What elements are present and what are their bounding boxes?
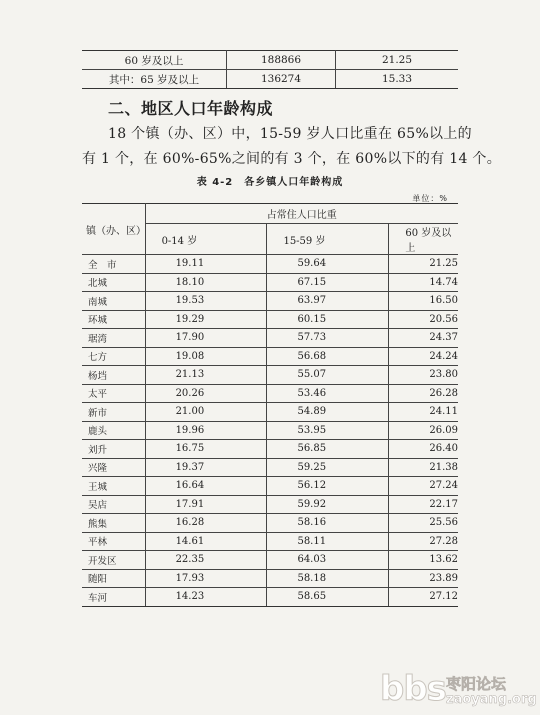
share-15-59-cell: 63.97 bbox=[267, 292, 389, 311]
share-15-59-cell: 53.95 bbox=[267, 421, 389, 440]
share-60-plus-cell: 23.89 bbox=[389, 569, 458, 588]
section-heading: 二、地区人口年龄构成 bbox=[108, 99, 274, 118]
summary-percent: 21.25 bbox=[336, 51, 459, 70]
share-15-59-cell: 58.65 bbox=[267, 588, 389, 607]
share-0-14-cell: 19.53 bbox=[145, 292, 267, 311]
region-cell: 平林 bbox=[82, 532, 145, 551]
table-row bbox=[82, 532, 458, 551]
share-60-plus-cell: 16.50 bbox=[389, 292, 458, 311]
share-0-14-cell: 19.08 bbox=[145, 347, 267, 366]
region-cell: 随阳 bbox=[82, 569, 145, 588]
share-0-14-cell: 14.23 bbox=[145, 588, 267, 607]
share-0-14-cell: 16.64 bbox=[145, 477, 267, 496]
share-0-14-cell: 22.35 bbox=[145, 551, 267, 570]
group-header: 占常住人口比重 bbox=[145, 204, 458, 224]
share-15-59-cell: 57.73 bbox=[267, 329, 389, 348]
share-15-59-cell: 59.25 bbox=[267, 458, 389, 477]
share-0-14-cell: 17.93 bbox=[145, 569, 267, 588]
share-60-plus-cell: 21.25 bbox=[389, 255, 458, 274]
region-cell: 南城 bbox=[82, 292, 145, 311]
share-60-plus-cell: 23.80 bbox=[389, 366, 458, 385]
share-15-59-cell: 56.85 bbox=[267, 440, 389, 459]
summary-label: 其中：65 岁及以上 bbox=[82, 70, 227, 89]
share-15-59-cell: 53.46 bbox=[267, 384, 389, 403]
summary-percent: 15.33 bbox=[336, 70, 459, 89]
region-cell: 熊集 bbox=[82, 514, 145, 533]
region-cell: 环城 bbox=[82, 310, 145, 329]
share-15-59-cell: 54.89 bbox=[267, 403, 389, 422]
share-0-14-cell: 17.91 bbox=[145, 495, 267, 514]
summary-count: 136274 bbox=[227, 70, 336, 89]
age-summary-table-continuation bbox=[82, 50, 458, 89]
share-60-plus-cell: 26.09 bbox=[389, 421, 458, 440]
share-0-14-cell: 19.11 bbox=[145, 255, 267, 274]
region-cell: 北城 bbox=[82, 273, 145, 292]
township-age-structure-table bbox=[82, 203, 458, 607]
share-15-59-cell: 58.16 bbox=[267, 514, 389, 533]
paragraph-line-2: 有 1 个，在 60%-65%之间的有 3 个，在 60%以下的有 14 个。 bbox=[82, 151, 502, 167]
share-0-14-cell: 19.96 bbox=[145, 421, 267, 440]
column-header-60-plus: 60 岁及以上 bbox=[389, 224, 458, 255]
column-header-15-59: 15-59 岁 bbox=[267, 224, 389, 255]
share-60-plus-cell: 24.37 bbox=[389, 329, 458, 348]
share-15-59-cell: 64.03 bbox=[267, 551, 389, 570]
share-0-14-cell: 21.00 bbox=[145, 403, 267, 422]
share-15-59-cell: 58.18 bbox=[267, 569, 389, 588]
share-0-14-cell: 17.90 bbox=[145, 329, 267, 348]
share-60-plus-cell: 27.24 bbox=[389, 477, 458, 496]
region-cell: 刘升 bbox=[82, 440, 145, 459]
table-row bbox=[82, 588, 458, 607]
forum-watermark bbox=[380, 655, 540, 715]
share-15-59-cell: 58.11 bbox=[267, 532, 389, 551]
table-row bbox=[82, 366, 458, 385]
unit-note: 单位：% bbox=[412, 194, 448, 203]
column-header-0-14: 0-14 岁 bbox=[145, 224, 267, 255]
share-0-14-cell: 18.10 bbox=[145, 273, 267, 292]
share-60-plus-cell: 26.40 bbox=[389, 440, 458, 459]
share-60-plus-cell: 21.38 bbox=[389, 458, 458, 477]
share-0-14-cell: 16.28 bbox=[145, 514, 267, 533]
region-cell: 杨垱 bbox=[82, 366, 145, 385]
table-row bbox=[82, 292, 458, 311]
share-60-plus-cell: 22.17 bbox=[389, 495, 458, 514]
region-cell: 太平 bbox=[82, 384, 145, 403]
region-cell: 开发区 bbox=[82, 551, 145, 570]
share-0-14-cell: 19.29 bbox=[145, 310, 267, 329]
region-column-header: 镇（办、区） bbox=[82, 204, 145, 255]
share-0-14-cell: 20.26 bbox=[145, 384, 267, 403]
share-0-14-cell: 21.13 bbox=[145, 366, 267, 385]
table-row bbox=[82, 495, 458, 514]
summary-count: 188866 bbox=[227, 51, 336, 70]
share-60-plus-cell: 14.74 bbox=[389, 273, 458, 292]
table-row bbox=[82, 569, 458, 588]
summary-row bbox=[82, 51, 458, 70]
table-row bbox=[82, 477, 458, 496]
region-cell: 吴店 bbox=[82, 495, 145, 514]
share-60-plus-cell: 27.12 bbox=[389, 588, 458, 607]
share-60-plus-cell: 13.62 bbox=[389, 551, 458, 570]
region-cell: 车河 bbox=[82, 588, 145, 607]
summary-row bbox=[82, 70, 458, 89]
table-row bbox=[82, 421, 458, 440]
table-row bbox=[82, 403, 458, 422]
share-0-14-cell: 19.37 bbox=[145, 458, 267, 477]
table-row bbox=[82, 347, 458, 366]
share-15-59-cell: 67.15 bbox=[267, 273, 389, 292]
table-row bbox=[82, 329, 458, 348]
share-0-14-cell: 14.61 bbox=[145, 532, 267, 551]
table-row bbox=[82, 551, 458, 570]
table-row bbox=[82, 255, 458, 274]
table-row bbox=[82, 384, 458, 403]
share-0-14-cell: 16.75 bbox=[145, 440, 267, 459]
region-cell: 七方 bbox=[82, 347, 145, 366]
share-60-plus-cell: 27.28 bbox=[389, 532, 458, 551]
table-row bbox=[82, 440, 458, 459]
region-cell: 新市 bbox=[82, 403, 145, 422]
table-caption: 表 4-2 各乡镇人口年龄构成 bbox=[196, 177, 344, 188]
share-15-59-cell: 56.12 bbox=[267, 477, 389, 496]
share-60-plus-cell: 25.56 bbox=[389, 514, 458, 533]
share-15-59-cell: 55.07 bbox=[267, 366, 389, 385]
share-60-plus-cell: 24.11 bbox=[389, 403, 458, 422]
table-row bbox=[82, 310, 458, 329]
share-15-59-cell: 56.68 bbox=[267, 347, 389, 366]
share-60-plus-cell: 20.56 bbox=[389, 310, 458, 329]
share-60-plus-cell: 26.28 bbox=[389, 384, 458, 403]
table-row bbox=[82, 458, 458, 477]
summary-label: 60 岁及以上 bbox=[82, 51, 227, 70]
table-row bbox=[82, 514, 458, 533]
paragraph-line-1: 18 个镇（办、区）中，15-59 岁人口比重在 65%以上的 bbox=[108, 126, 472, 142]
region-cell: 兴隆 bbox=[82, 458, 145, 477]
region-cell: 全 市 bbox=[82, 255, 145, 274]
share-15-59-cell: 60.15 bbox=[267, 310, 389, 329]
watermark-logo: bbs bbox=[380, 669, 446, 709]
watermark-forum-name: 枣阳论坛 bbox=[446, 675, 507, 693]
region-cell: 鹿头 bbox=[82, 421, 145, 440]
table-row bbox=[82, 273, 458, 292]
share-15-59-cell: 59.64 bbox=[267, 255, 389, 274]
watermark-domain: zaoyang.org bbox=[446, 692, 537, 707]
region-cell: 琚湾 bbox=[82, 329, 145, 348]
share-15-59-cell: 59.92 bbox=[267, 495, 389, 514]
share-60-plus-cell: 24.24 bbox=[389, 347, 458, 366]
region-cell: 王城 bbox=[82, 477, 145, 496]
